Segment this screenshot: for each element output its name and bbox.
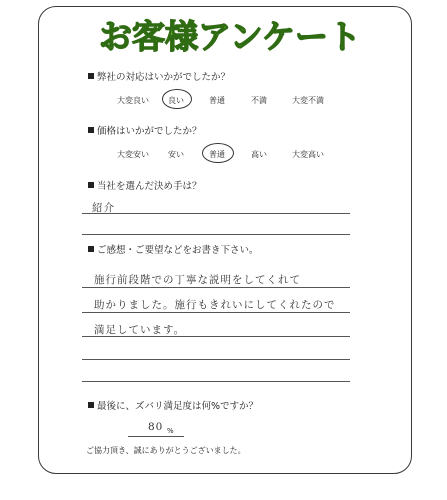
question-5-label: 最後に、ズバリ満足度は何%ですか？ bbox=[97, 401, 259, 412]
question-5 bbox=[88, 401, 258, 413]
thank-you-note: ご協力頂き、誠にありがとうございました。 bbox=[86, 446, 246, 455]
question-2-label: 価格はいかがでしたか？ bbox=[97, 126, 202, 137]
answer-line bbox=[82, 213, 350, 214]
question-1-options bbox=[0, 95, 447, 109]
bullet-square-icon bbox=[88, 182, 94, 188]
q1-option-dissatisfied[interactable]: 不満 bbox=[251, 96, 267, 105]
q2-selected-circle bbox=[202, 143, 234, 163]
q1-option-very-dissatisfied[interactable]: 大変不満 bbox=[292, 96, 324, 105]
bullet-square-icon bbox=[88, 73, 94, 79]
title-text: お客様アンケート bbox=[98, 17, 362, 56]
question-3-label: 当社を選んだ決め手は？ bbox=[97, 181, 202, 192]
question-4-label: ご感想・ご要望などをお書き下さい。 bbox=[97, 245, 259, 256]
answer-line bbox=[82, 359, 350, 360]
question-4 bbox=[88, 245, 259, 257]
answer-line bbox=[128, 436, 184, 437]
answer-line bbox=[82, 287, 350, 288]
answer-line bbox=[82, 336, 350, 337]
bullet-square-icon bbox=[88, 246, 94, 252]
bullet-square-icon bbox=[88, 127, 94, 133]
question-4-answer-line-3[interactable]: 満足しています。 bbox=[94, 324, 186, 336]
q1-option-average[interactable]: 普通 bbox=[209, 96, 225, 105]
answer-line bbox=[82, 312, 350, 313]
q1-option-very-good[interactable]: 大変良い bbox=[117, 96, 149, 105]
q2-option-very-cheap[interactable]: 大変安い bbox=[117, 150, 149, 159]
question-3-answer[interactable]: 紹介 bbox=[92, 202, 115, 214]
q2-option-average[interactable]: 普通 bbox=[209, 150, 225, 159]
q2-option-cheap[interactable]: 安い bbox=[168, 150, 184, 159]
question-1-label: 弊社の対応はいかがでしたか？ bbox=[97, 72, 231, 83]
answer-line bbox=[82, 234, 350, 235]
question-4-answer-line-2[interactable]: 助かりました。施行もきれいにしてくれたので bbox=[94, 299, 336, 311]
question-3 bbox=[88, 181, 202, 193]
percent-unit: % bbox=[167, 427, 174, 435]
q2-option-expensive[interactable]: 高い bbox=[251, 150, 267, 159]
q1-selected-circle bbox=[162, 89, 192, 109]
question-5-answer[interactable]: 80 bbox=[148, 421, 164, 433]
question-1 bbox=[88, 72, 230, 84]
answer-line bbox=[82, 381, 350, 382]
question-2 bbox=[88, 126, 202, 138]
bullet-square-icon bbox=[88, 402, 94, 408]
q1-option-good[interactable]: 良い bbox=[168, 96, 184, 105]
survey-title bbox=[70, 14, 390, 58]
question-4-answer-line-1[interactable]: 施行前段階での丁寧な説明をしてくれて bbox=[94, 274, 301, 286]
q2-option-very-expensive[interactable]: 大変高い bbox=[292, 150, 324, 159]
